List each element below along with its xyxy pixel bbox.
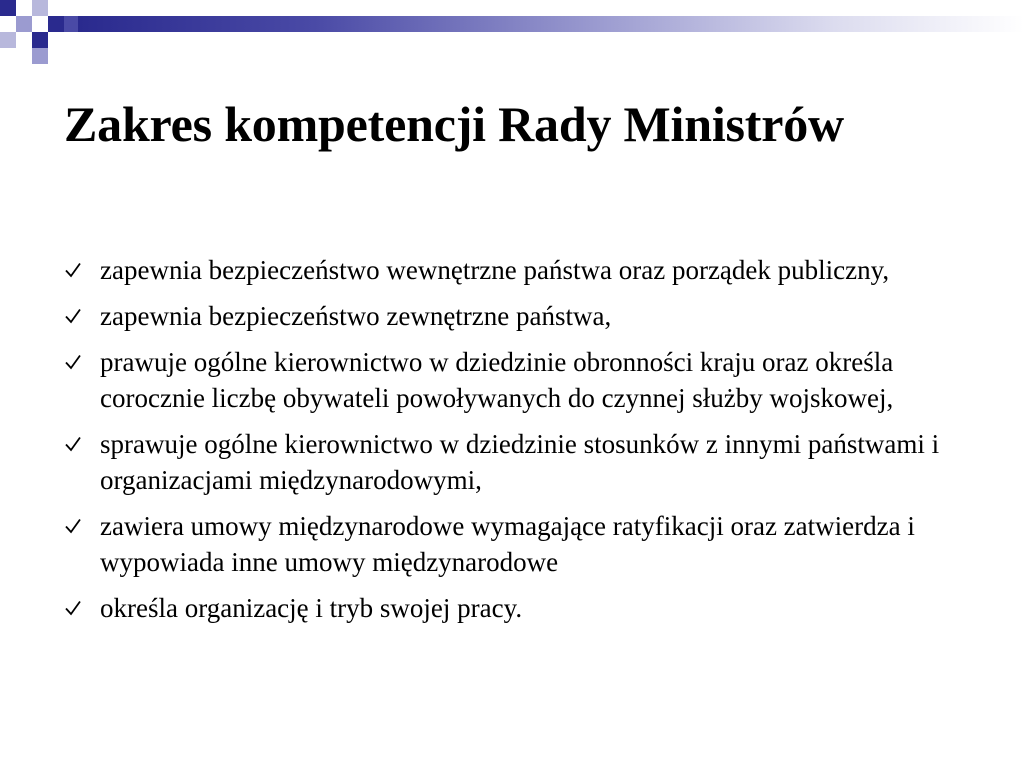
checkmark-icon — [64, 261, 82, 279]
bullet-item — [64, 590, 964, 626]
checkmark-icon — [64, 353, 82, 371]
bullet-item — [64, 508, 964, 580]
deco-square — [0, 32, 16, 48]
bullet-text: sprawuje ogólne kierownictwo w dziedzinie stosunków z innymi państwami i organizacjami międzynarodowymi, — [100, 429, 940, 495]
bullet-text: zawiera umowy międzynarodowe wymagające ratyfikacji oraz zatwierdza i wypowiada inne umowy międzynarodowe — [100, 511, 915, 577]
deco-square — [48, 32, 64, 48]
deco-square — [32, 0, 48, 16]
bullet-item — [64, 426, 964, 498]
bullet-text: określa organizację i tryb swojej pracy. — [100, 593, 523, 623]
bullet-list — [64, 252, 964, 636]
bullet-text: prawuje ogólne kierownictwo w dziedzinie obronności kraju oraz określa corocznie liczbę obywateli powoływanych do czynnej służby wojskowej, — [100, 347, 894, 413]
checkmark-icon — [64, 599, 82, 617]
deco-square — [48, 16, 64, 32]
deco-square — [16, 0, 32, 16]
bullet-text: zapewnia bezpieczeństwo wewnętrzne państwa oraz porządek publiczny, — [100, 255, 890, 285]
bullet-item — [64, 298, 964, 334]
deco-square — [48, 0, 64, 16]
deco-square — [32, 48, 48, 64]
checkmark-icon — [64, 517, 82, 535]
deco-square — [32, 16, 48, 32]
header-gradient-bar — [78, 16, 1024, 32]
deco-square — [0, 0, 16, 16]
slide-title: Zakres kompetencji Rady Ministrów — [64, 96, 844, 152]
bullet-text: zapewnia bezpieczeństwo zewnętrzne państwa, — [100, 301, 612, 331]
header-decoration — [0, 0, 1024, 64]
deco-square — [0, 16, 16, 32]
deco-square — [16, 32, 32, 48]
deco-square — [16, 16, 32, 32]
checkmark-icon — [64, 307, 82, 325]
checkmark-icon — [64, 435, 82, 453]
deco-square — [32, 32, 48, 48]
bullet-item — [64, 344, 964, 416]
decorative-squares — [0, 0, 80, 64]
bullet-item — [64, 252, 964, 288]
